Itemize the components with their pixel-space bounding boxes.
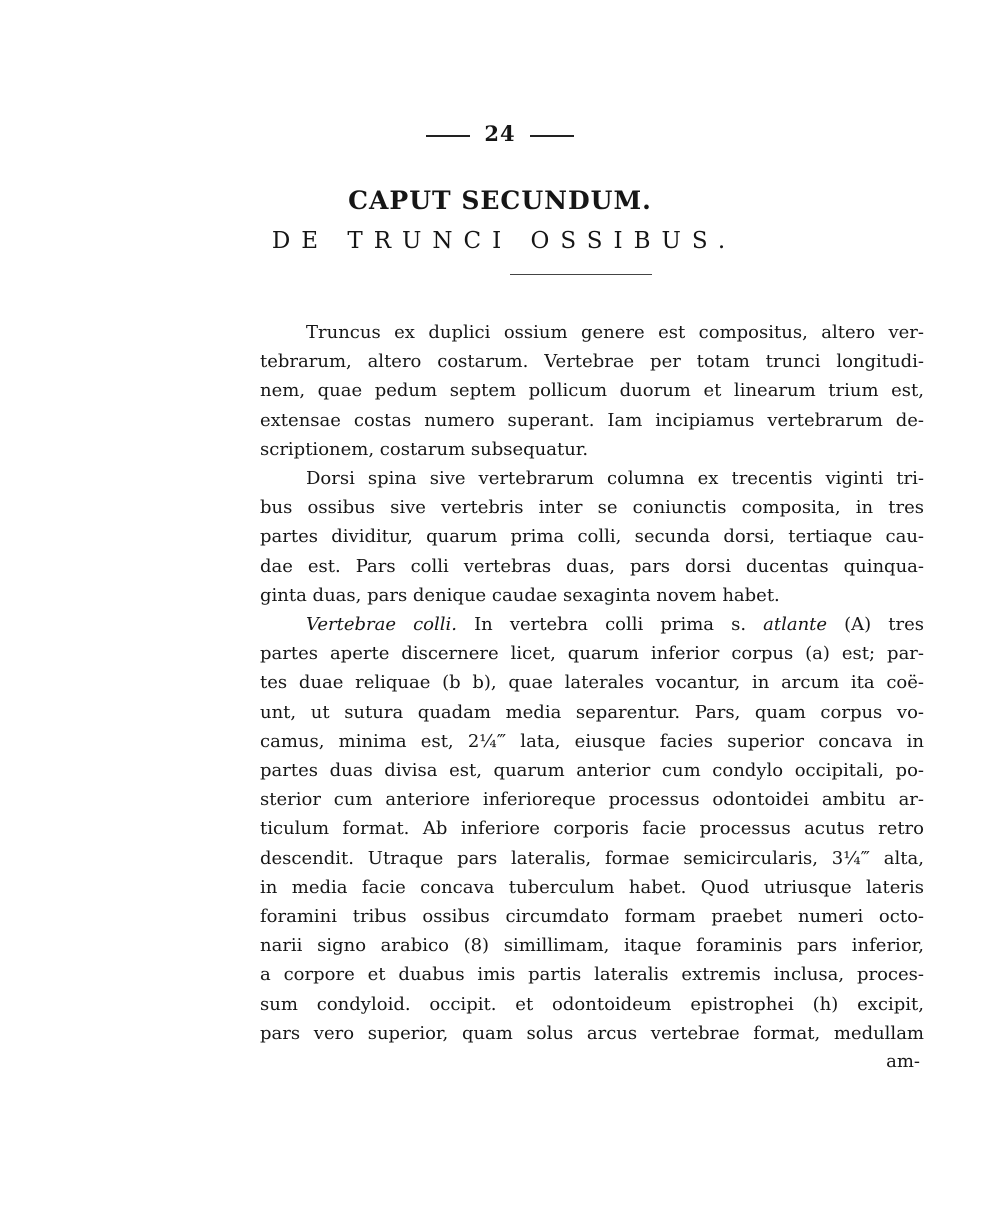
chapter-title: CAPUT SECUNDUM. [348,186,652,215]
text-line: dae est. Pars colli vertebras duas, pars dorsi ducentas quinqua- [260,555,924,577]
page-number-text: 24 [484,121,516,146]
text-line: foramini tribus ossibus circumdato formam praebet numeri octo- [260,906,924,928]
text-line: unt, ut sutura quadam media separentur. Pars, quam corpus vo- [260,701,924,723]
text-line: camus, minima est, 2¼‴ lata, eiusque facies superior concava in [260,730,924,752]
text-line: extensae costas numero superant. Iam incipiamus vertebrarum de- [260,409,924,431]
inline-italic-term: atlante [763,614,828,636]
paragraph-1 [260,318,924,464]
body-text [260,318,924,1048]
text-line: sum condyloid. occipit. et odontoideum epistrophei (h) excipit, [260,993,924,1015]
text-line: a corpore et duabus imis partis lateralis extremis inclusa, proces- [260,964,924,986]
right-dash-ornament [530,135,574,137]
text-line: pars vero superior, quam solus arcus vertebrae format, medullam [260,1022,924,1044]
text-line: scriptionem, costarum subsequatur. [260,438,589,460]
text-line: narii signo arabico (8) simillimam, itaque foraminis pars inferior, [260,935,924,957]
text-line: partes dividitur, quarum prima colli, secunda dorsi, tertiaque cau- [260,526,924,548]
text-line: tebrarum, altero costarum. Vertebrae per totam trunci longitudi- [260,351,924,373]
text-line: ticulum format. Ab inferiore corporis facie processus acutus retro [260,818,924,840]
text-line: descendit. Utraque pars lateralis, formae semicircularis, 3¼‴ alta, [260,847,924,869]
text-line: ginta duas, pars denique caudae sexaginta novem habet. [260,584,780,606]
page-number [0,121,1000,146]
paragraph-2 [260,464,924,610]
text-line: sterior cum anteriore inferioreque processus odontoidei ambitu ar- [260,789,924,811]
paragraph-3 [260,610,924,1048]
text-line: nem, quae pedum septem pollicum duorum et linearum trium est, [260,380,924,402]
section-heading-italic: Vertebrae colli. [306,614,457,636]
text-line: partes duas divisa est, quarum anterior cum condylo occipitali, po- [260,760,924,782]
text-line-first [260,610,924,639]
text-line: Truncus ex duplici ossium genere est compositus, altero ver- [306,322,924,343]
text-line: Dorsi spina sive vertebrarum columna ex trecentis viginti tri- [306,468,924,490]
title-rule-divider [510,274,652,275]
text-fragment: In vertebra colli prima s. [474,614,747,636]
text-line: in media facie concava tuberculum habet. Quod utriusque lateris [260,876,924,898]
text-fragment: (A) tres [844,614,924,636]
text-line: tes duae reliquae (b b), quae laterales vocantur, in arcum ita coë- [260,672,924,694]
chapter-subtitle: DE TRUNCI OSSIBUS. [271,228,737,254]
catchword: am- [886,1051,920,1072]
text-line: partes aperte discernere licet, quarum inferior corpus (a) est; par- [260,643,924,665]
left-dash-ornament [426,135,470,137]
text-line: bus ossibus sive vertebris inter se coniunctis composita, in tres [260,497,924,519]
